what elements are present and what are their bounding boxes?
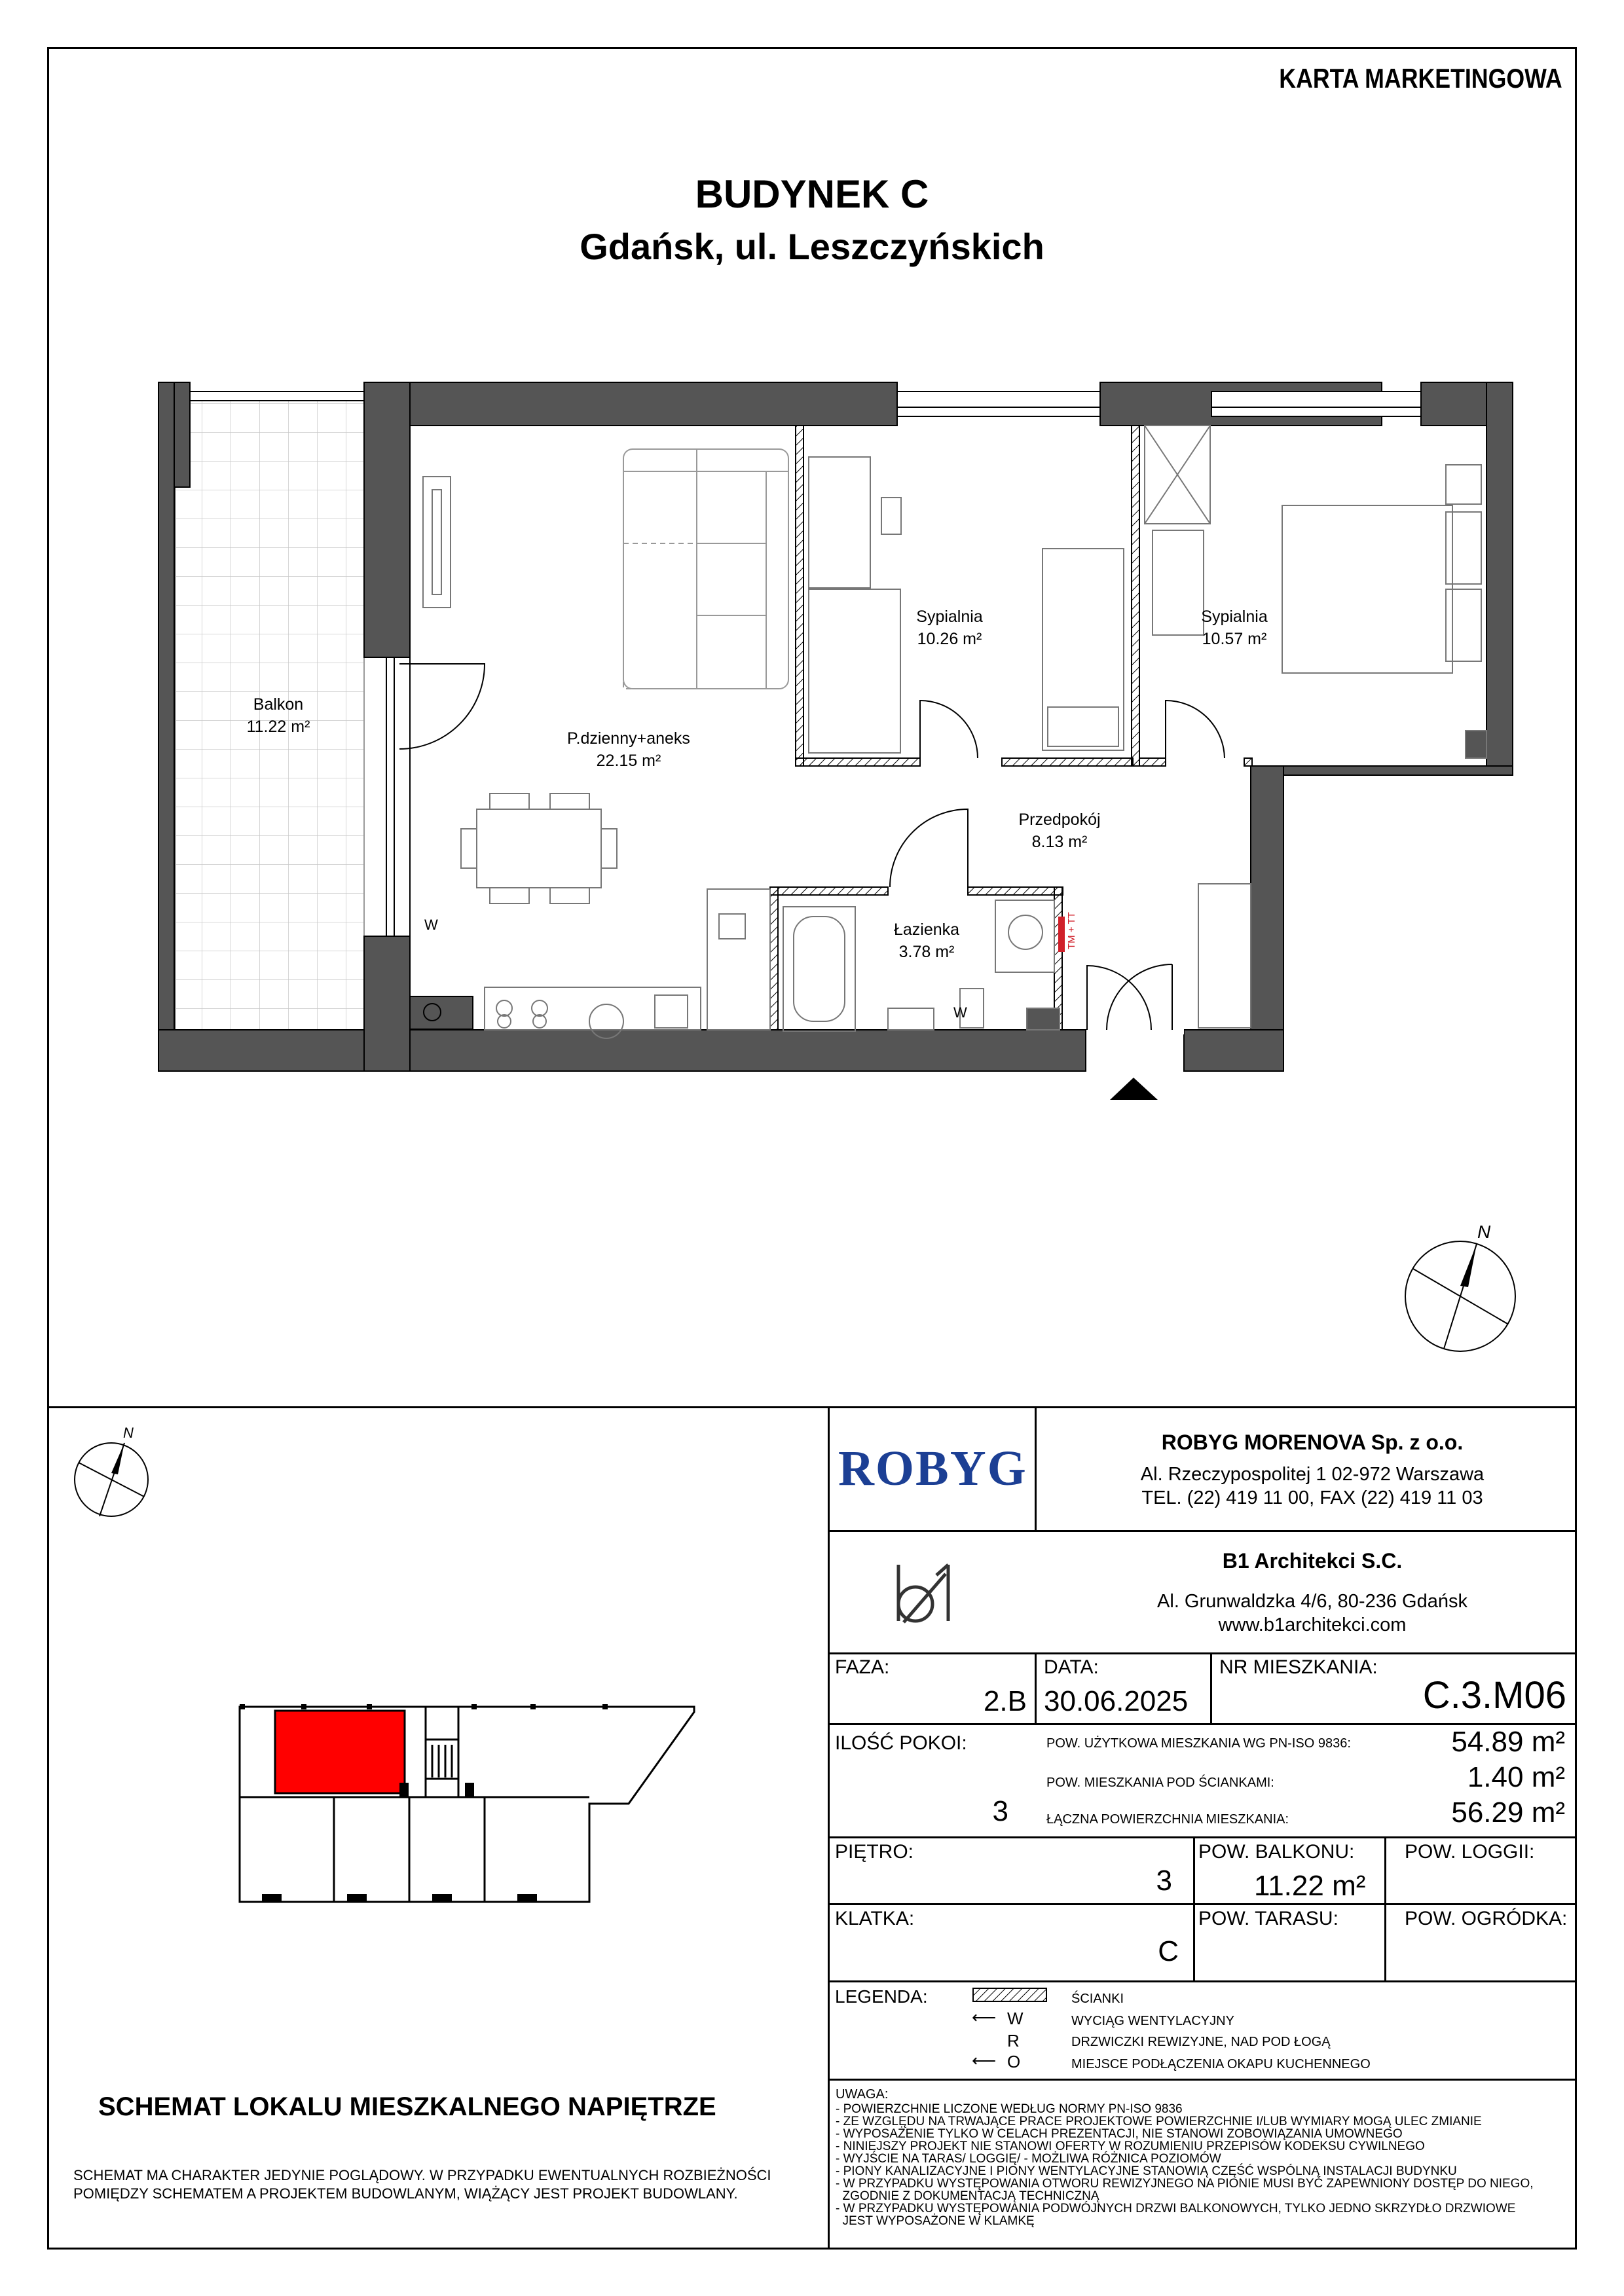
robyg-logo: ROBYG bbox=[838, 1441, 1027, 1496]
room-bedroom-1: Sypialnia 10.26 m² bbox=[916, 608, 983, 648]
compass-large-n: N bbox=[1477, 1222, 1491, 1242]
note-item: - WYJŚCIE NA TARAS/ LOGGIĘ/ - MOŻLIWA RÓŻNICA POZIOMÓW bbox=[836, 2152, 1221, 2166]
compass-small-n: N bbox=[123, 1425, 134, 1441]
legend-symbol-r: R bbox=[1007, 2031, 1020, 2050]
nr-label: NR MIESZKANIA: bbox=[1219, 1656, 1378, 1678]
note-item: - W PRZYPADKU WYSTĘPOWANIA OTWORU REWIZYJNEGO NA PIONIE MUSI BYĆ ZAPEWNIONY DOSTĘP DO NIEGO, bbox=[836, 2177, 1534, 2191]
vent-mark-bath: W bbox=[953, 1004, 967, 1021]
area-slope-label: POW. MIESZKANIA POD ŚCIANKAMI: bbox=[1046, 1776, 1274, 1790]
loggia-label: POW. LOGGII: bbox=[1405, 1841, 1535, 1863]
architect-web: www.b1architekci.com bbox=[1218, 1614, 1407, 1635]
area-total-value: 56.29 m² bbox=[1451, 1796, 1565, 1829]
legend-item-vent: WYCIĄG WENTYLACYJNY bbox=[1071, 2014, 1234, 2028]
pietro-value: 3 bbox=[1156, 1865, 1172, 1897]
note-item: - WYPOSAŻENIE TYLKO W CELACH PREZENTACJI, NIE STANOWI ZOBOWIĄZANIA UMOWNEGO bbox=[836, 2127, 1403, 2141]
address-title: Gdańsk, ul. Leszczyńskich bbox=[580, 226, 1044, 267]
b1-logo-icon bbox=[891, 1558, 963, 1630]
hall-wardrobe bbox=[1198, 884, 1251, 1028]
notes-title: UWAGA: bbox=[836, 2087, 889, 2102]
partitions bbox=[770, 426, 1252, 1030]
room-bathroom: Łazienka 3.78 m² bbox=[893, 920, 960, 961]
legend-item-revision: DRZWICZKI REWIZYJNE, NAD POD ŁOGĄ bbox=[1071, 2035, 1331, 2049]
legend-arrow-w-icon: ⟵ bbox=[972, 2007, 997, 2027]
bedroom1-furniture bbox=[809, 457, 1124, 753]
room-living: P.dzienny+aneks 22.15 m² bbox=[567, 729, 690, 770]
room-balkon: Balkon 11.22 m² bbox=[246, 695, 310, 736]
data-label: DATA: bbox=[1044, 1656, 1099, 1678]
legend-wall-swatch bbox=[972, 1988, 1047, 2002]
ogrodek-label: POW. OGRÓDKA: bbox=[1405, 1908, 1568, 1929]
developer-address: Al. Rzeczypospolitej 1 02-972 Warszawa bbox=[1140, 1464, 1485, 1485]
pokoi-value: 3 bbox=[992, 1795, 1008, 1827]
entrance-arrow bbox=[1110, 1078, 1158, 1100]
card-title: KARTA MARKETINGOWA bbox=[1279, 63, 1562, 94]
legend-symbol-o: O bbox=[1007, 2052, 1021, 2071]
legend-symbol-w: W bbox=[1007, 2009, 1024, 2028]
key-plan bbox=[236, 1699, 701, 1908]
note-item: - W PRZYPADKU WYSTĘPOWANIA PODWÓJNYCH DRZWI BALKONOWYCH, TYLKO JEDNO SKRZYDŁO DRZWIOWE bbox=[836, 2202, 1516, 2215]
faza-label: FAZA: bbox=[835, 1656, 890, 1678]
taras-label: POW. TARASU: bbox=[1198, 1908, 1338, 1929]
developer-name: ROBYG MORENOVA Sp. z o.o. bbox=[1161, 1430, 1464, 1454]
klatka-value: C bbox=[1158, 1935, 1179, 1967]
schema-title: SCHEMAT LOKALU MIESZKALNEGO NAPIĘTRZE bbox=[98, 2092, 716, 2121]
pietro-label: PIĘTRO: bbox=[835, 1841, 914, 1863]
architect-name: B1 Architekci S.C. bbox=[1222, 1549, 1403, 1573]
pokoi-label: ILOŚĆ POKOI: bbox=[835, 1732, 967, 1754]
compass-large-icon bbox=[1395, 1224, 1526, 1355]
area-usable-label: POW. UŻYTKOWA MIESZKANIA WG PN-ISO 9836: bbox=[1046, 1736, 1351, 1751]
note-item: ZGODNIE Z DOKUMENTACJĄ TECHNICZNĄ bbox=[836, 2189, 1099, 2203]
building-title: BUDYNEK C bbox=[695, 172, 929, 216]
klatka-label: KLATKA: bbox=[835, 1908, 915, 1929]
balkon-label: POW. BALKONU: bbox=[1198, 1841, 1355, 1863]
legend-arrow-o-icon: ⟵ bbox=[972, 2050, 997, 2070]
nr-value: C.3.M06 bbox=[1422, 1674, 1566, 1717]
dining-table bbox=[461, 793, 617, 903]
notes-list bbox=[836, 2103, 1534, 2227]
room-hallway: Przedpokój 8.13 m² bbox=[1018, 811, 1101, 851]
legend-item-hood: MIEJSCE PODŁĄCZENIA OKAPU KUCHENNEGO bbox=[1071, 2057, 1371, 2071]
faza-value: 2.B bbox=[983, 1685, 1027, 1717]
note-item: - PIONY KANALIZACYJNE I PIONY WENTYLACYJNE STANOWIĄ CZĘŚĆ WSPÓLNĄ INSTALACJI BUDYNKU bbox=[836, 2164, 1457, 2178]
area-usable-value: 54.89 m² bbox=[1451, 1726, 1565, 1758]
note-item: - POWIERZCHNIE LICZONE WEDŁUG NORMY PN-ISO 9836 bbox=[836, 2102, 1183, 2116]
note-item: - NINIEJSZY PROJEKT NIE STANOWI OFERTY W ROZUMIENIU PRZEPISÓW KODEKSU CYWILNEGO bbox=[836, 2140, 1425, 2153]
floor-plan bbox=[0, 0, 1624, 1126]
developer-phone: TEL. (22) 419 11 00, FAX (22) 419 11 03 bbox=[1141, 1487, 1483, 1508]
legend-item-walls: ŚCIANKI bbox=[1071, 1992, 1124, 2006]
area-slope-value: 1.40 m² bbox=[1467, 1761, 1565, 1793]
note-item: - ZE WZGLĘDU NA TRWAJĄCE PRACE PROJEKTOWE POWIERZCHNIE I/LUB WYMIARY MOGĄ ULEC ZMIANIE bbox=[836, 2115, 1482, 2128]
sofa-furniture bbox=[423, 449, 788, 689]
schema-disclaimer-2: POMIĘDZY SCHEMATEM A PROJEKTEM BUDOWLANYM, WIĄŻĄCY JEST PROJEKT BUDOWLANY. bbox=[73, 2185, 738, 2202]
vent-mark-kitchen: W bbox=[424, 917, 438, 933]
tm-tt-mark: TM + TT bbox=[1066, 912, 1077, 949]
data-value: 30.06.2025 bbox=[1044, 1685, 1189, 1717]
schema-disclaimer-1: SCHEMAT MA CHARAKTER JEDYNIE POGLĄDOWY. W PRZYPADKU EWENTUALNYCH ROZBIEŻNOŚCI bbox=[73, 2167, 771, 2183]
compass-small-icon bbox=[68, 1427, 160, 1519]
room-bedroom-2: Sypialnia 10.57 m² bbox=[1201, 608, 1268, 648]
area-total-label: ŁĄCZNA POWIERZCHNIA MIESZKANIA: bbox=[1046, 1812, 1289, 1827]
note-item: JEST WYPOSAŻONE W KLAMKĘ bbox=[836, 2214, 1035, 2228]
legend-title: LEGENDA: bbox=[835, 1986, 928, 2007]
balkon-value: 11.22 m² bbox=[1254, 1870, 1366, 1902]
architect-address: Al. Grunwaldzka 4/6, 80-236 Gdańsk bbox=[1157, 1591, 1467, 1612]
kitchen bbox=[485, 889, 770, 1038]
